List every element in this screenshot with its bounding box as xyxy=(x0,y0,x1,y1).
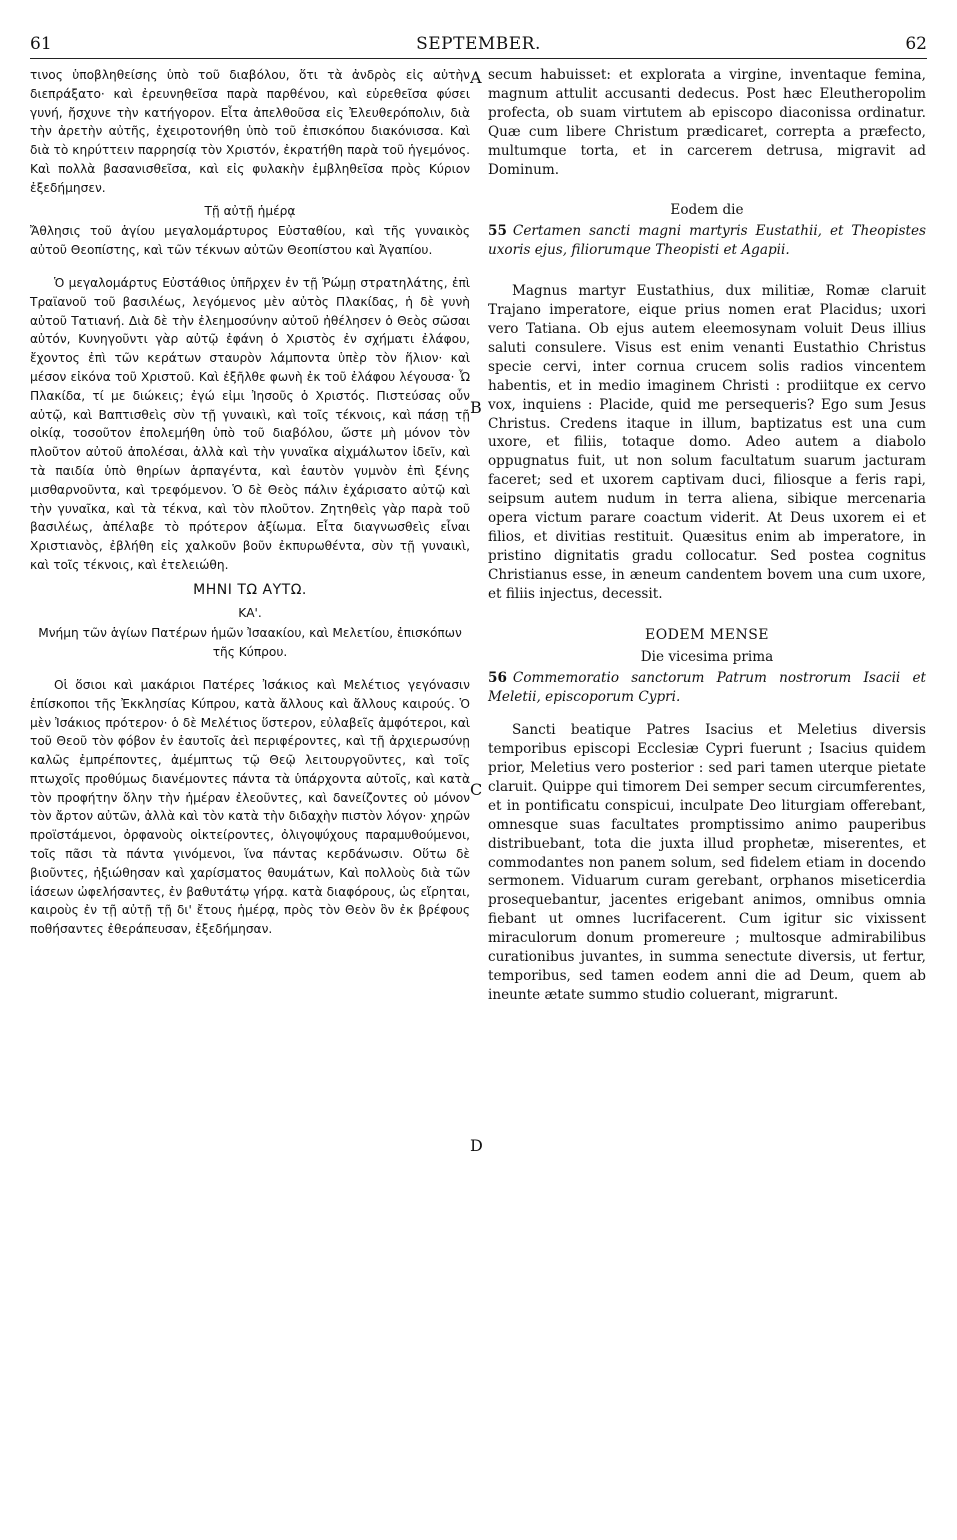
margin-marker-a: A xyxy=(470,68,482,87)
latin-paragraph-3: Sancti beatique Patres Isacius et Meletius diversis temporibus episcopi Ecclesiæ Cypri fuerunt ; Isacius quidem prior, Meletius vero posterior : sed pari tamen uterque pietate claruit. Quippe qui timorem Dei semper secum circumferentes, et in pontificatu conspicui, inculpate Deo liturgiam offerebant, omnesque suas facultates promptissimo animo pauperibus distribuebant, tota die juxta illud prophetæ, miserentes, et commodantes non panem solum, sed fidelem etiam in docendo sermonem. Viduarum curam gerebant, orphanos miseticerdia prosequebantur, jacentes erigebant animos, omnibus omnia fiebant ut omnes lucrifacerent. Cum igitur sic vixissent miraculorum donum promereure ; multosque admirabilibus curationibus juvantes, in summa senectute diversis, ut fertur, temporibus, sed tamen eodem anni die ad Deum, quem ab ineunte ætate summo studio coluerant, migrarunt. xyxy=(488,722,926,1003)
greek-paragraph-1: τινος ὑποβληθείσης ὑπὸ τοῦ διαβόλου, ὅτι τὰ ἀνδρὸς εἰς αὐτὴν διεπράξατο· καὶ ἐρευνηθεῖσα παρὰ παρθένου, καὶ εὑρεθεῖσα φύσει γυνή, ἤσχυνε τὴν κατήγορον. Εἶτα ἀπελθοῦσα εἰς Ἐλευθερόπολιν, διὰ τὴν ἀρετὴν αὐτῆς, ἐχειροτονήθη ὑπὸ τοῦ ἐπισκόπου διακόνισσα. Καὶ διὰ τὸ κηρύττειν παρρησίᾳ τὸν Χριστόν, ἐκρατήθη παρὰ τοῦ ἡγεμόνος. Καὶ πολλὰ βασανισθεῖσα, καὶ εἰς φυλακὴν ἐμβληθεῖσα πρὸς Κύριον ἐξεδήμησεν. xyxy=(30,68,470,195)
latin-paragraph-1: secum habuisset: et explorata a virgine, inventaque femina, magnum attulit accusanti dedecus. Post hæc Eleutheropolim profecta, ob suam virtutem ab episcopo diaconissa ordinatur. Quæ cum libere Christum prædicaret, correpta a præfecto, multumque torta, et in carcerem detrusa, migravit ad Dominum. xyxy=(488,67,926,178)
entry-number-55: 55 xyxy=(488,223,507,240)
latin-column xyxy=(488,66,926,1005)
left-page-number: 61 xyxy=(30,34,52,54)
margin-marker-c: C xyxy=(470,780,483,799)
margin-marker-b: B xyxy=(470,398,482,417)
latin-entry-title-1-text: Certamen sancti magni martyris Eustathii, et Theopistes uxoris ejus, filiorumque Theopisti et Agapii. xyxy=(488,223,926,259)
greek-entry-title-2: Μνήμη τῶν ἁγίων Πατέρων ἡμῶν Ἰσαακίου, καὶ Μελετίου, ἐπισκόπων τῆς Κύπρου. xyxy=(38,626,462,660)
greek-paragraph-2: Ὁ μεγαλομάρτυς Εὐστάθιος ὑπῆρχεν ἐν τῇ Ῥώμῃ στρατηλάτης, ἐπὶ Τραϊανοῦ τοῦ βασιλέως, λεγόμενος μὲν αὐτὸς Πλακίδας, ἡ δὲ γυνὴ αὐτοῦ Τατιανή. Διὰ δὲ τὴν ἐλεημοσύνην αὐτοῦ ἠθέλησεν ὁ Θεὸς σῶσαι αὐτόν, Κυνηγοῦντι γὰρ αὐτῷ ἐφάνη ὁ Χριστὸς ἐν σχήματι ἐλάφου, ἔχοντος ἐπὶ τῶν κεράτων σταυρὸν λάμποντα ὑπὲρ τὸν ἥλιον· καὶ μέσον εἰκόνα τοῦ Χριστοῦ. Καὶ ἐξῆλθε φωνὴ ἐκ τοῦ ἐλάφου λέγουσα· Ὦ Πλακίδα, τί με διώκεις; ἐγώ εἰμι Ἰησοῦς ὁ Χριστός. Πιστεύσας οὖν αὐτῷ, καὶ Βαπτισθεὶς σὺν τῇ γυναικὶ, καὶ τοῖς τέκνοις, καὶ πάσῃ τῇ οἰκίᾳ, τοσοῦτον ἐπολεμήθη ὑπὸ τοῦ διαβόλου, ὥστε μὴ μόνον τὸν πλοῦτον αὐτοῦ ἀπολέσαι, ἀλλὰ καὶ τὴν γυναῖκα αἰχμάλωτον ἰδεῖν, καὶ τὰ παιδία ὑπὸ θηρίων ἁρπαγέντα, καὶ ἑαυτὸν γυμνὸν ἐπὶ ξένης μισθαρνοῦντα, καὶ τρεφόμενον. Ὁ δὲ Θεὸς πάλιν ἐχάρισατο αὐτῷ καὶ τὴν γυναῖκα, καὶ τὰ τέκνα, καὶ τὸν πλοῦτον. Ζητηθεὶς γὰρ παρὰ τοῦ βασιλέως, ἀπέλαβε τὸ πρότερον ἀξίωμα. Εἶτα διαγνωσθεὶς εἶναι Χριστιανὸς, ἐβλήθη εἰς χαλκοῦν βοῦν ἐκπυρωθέντα, σὺν τῇ γυναικὶ, καὶ τοῖς τέκνοις, καὶ ἐτελειώθη. xyxy=(30,275,470,572)
latin-paragraph-2: Magnus martyr Eustathius, dux militiæ, Romæ claruit Trajano imperatore, eique prius nomen erat Placidus; uxori vero Tatiana. Ob ejus autem eleemosynam voluit Deus illius saluti consulere. Visus est enim venanti Eustathio Christus specie cervi, inter cornua crucem solis radios vincentem habentis, et in medio imaginem Christi : prodiitque ex cervo vox, inquiens : Placide, quid me persequeris? Ego sum Jesus Christus. Credens itaque in illum, baptizatus est una cum uxore, et filiis, totaque domo. Adeo autem a diabolo oppugnatus fuit, ut non solum facultatum suarum jacturam faceret; sed et uxorem captivam duci, filiosque a feris rapi, seipsum autem nudum in terra aliena, sibique mercenaria opera victum parare coactum viderit. At Deus uxorem ei et filios, et divitias restituit. Quæsitus enim ab imperatore, in pristino dignitatis gradu collocatur. Sed postea cognitus Christianus esse, in æneum candentem bovem una cum uxore, et filiis injectus, decessit. xyxy=(488,283,926,602)
latin-heading-day: Die vicesima prima xyxy=(640,649,774,666)
margin-marker-d: D xyxy=(470,1136,483,1155)
latin-heading-same-day: Eodem die xyxy=(670,202,744,219)
latin-entry-title-2-text: Commemoratio sanctorum Patrum nostrorum Isacii et Meletii, episcoporum Cypri. xyxy=(488,670,926,706)
greek-entry-title-1: Ἄθλησις τοῦ ἁγίου μεγαλομάρτυρος Εὐσταθίου, καὶ τῆς γυναικὸς αὐτοῦ Θεοπίστης, καὶ τῶν τέκνων αὐτῶν Θεοπίστου καὶ Ἀγαπίου. xyxy=(30,224,470,258)
latin-entry-title-1 xyxy=(488,222,926,260)
greek-column xyxy=(30,66,470,939)
running-header xyxy=(30,34,927,59)
right-page-number: 62 xyxy=(905,34,927,54)
latin-entry-title-2 xyxy=(488,669,926,707)
greek-heading-month: ΜΗΝΙ ΤΩ ΑΥΤΩ. xyxy=(193,581,307,598)
latin-heading-month: EODEM MENSE xyxy=(644,626,770,643)
running-title: SEPTEMBER. xyxy=(416,34,541,54)
greek-heading-day-number: ΚΑ'. xyxy=(238,605,262,620)
entry-number-56: 56 xyxy=(488,670,507,687)
greek-paragraph-3: Οἱ ὅσιοι καὶ μακάριοι Πατέρες Ἰσάκιος καὶ Μελέτιος γεγόνασιν ἐπίσκοποι τῆς Ἐκκλησίας Κύπρου, κατὰ ἄλλους καὶ ἄλλους καιρούς. Ὁ μὲν Ἰσάκιος πρότερον· ὁ δὲ Μελέτιος ὕστερον, εὐλαβεῖς ἀμφότεροι, καὶ τοῦ Θεοῦ τὸν φόβον ἐν ἑαυτοῖς ἀεὶ περιφέροντες, καὶ τῇ ἀρχιερωσύνῃ καλῶς ἐμπρέποντες, ἀμέμπτως τῷ Θεῷ λειτουργοῦντες, καὶ τοῖς πτωχοῖς προθύμως διανέμοντες πάντα τὰ ὑπάρχοντα αὐτοῖς, καὶ κατὰ τὸν προφήτην ὅλην τὴν ἡμέραν ἐλεοῦντες, καὶ δανείζοντες οὐ μόνον τὸν ἄρτον αὐτῶν, ἀλλὰ καὶ τὸν κατὰ τὴν διδαχὴν πιστὸν λόγον· χηρῶν προϊστάμενοι, ὀρφανοὺς οἰκτείροντες, ὀλιγοψύχους παραμυθούμενοι, τοῖς πᾶσι τὰ πάντα γινόμενοι, ἵνα πάντας κερδάνωσιν. Οὕτω δὲ βιοῦντες, ἠξιώθησαν καὶ χαρίσματος θαυμάτων, Καὶ πολλοὺς διὰ τῶν ἰάσεων ὠφελήσαντες, ἐν βαθυτάτῳ γήρᾳ. κατὰ διαφόρους, ὡς εἴρηται, καιροὺς ἐν τῇ αὐτῇ τῇ δι' ἔτους ἡμέρᾳ, πρὸς τὸν Θεὸν ὃν ἐκ βρέφους ποθήσαντες ἐθεράπευσαν, ἐξεδήμησαν. xyxy=(30,677,470,937)
greek-heading-same-day: Τῇ αὐτῇ ἡμέρᾳ xyxy=(204,203,296,218)
